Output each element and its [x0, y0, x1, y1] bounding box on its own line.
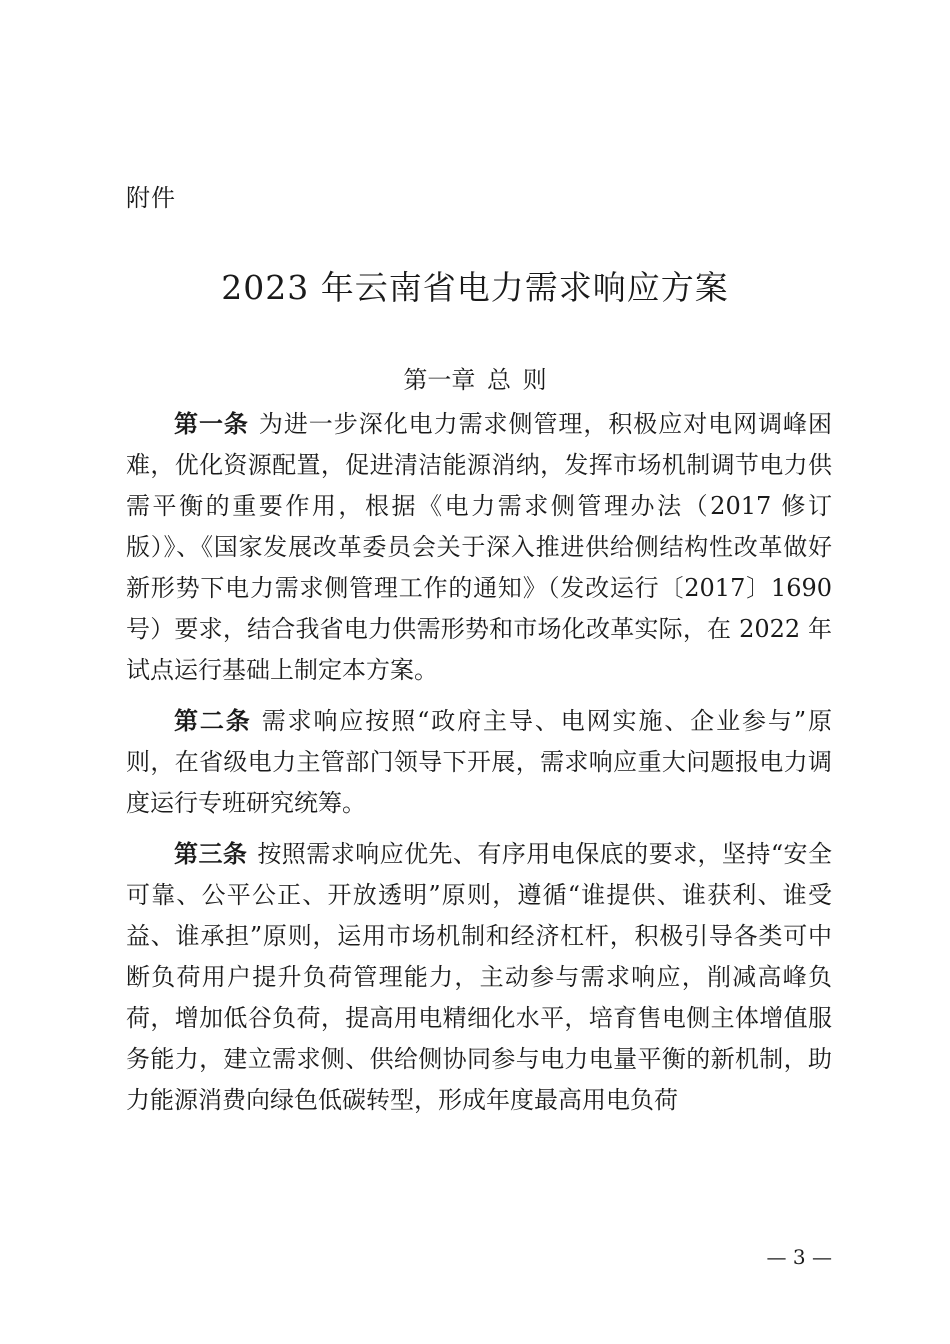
article-2 — [126, 701, 832, 824]
article-label: 第一条 — [174, 410, 249, 438]
article-text: 按照需求响应优先、有序用电保底的要求，坚持“安全可靠、公平公正、开放透明”原则，遵循“谁提供、谁获利、谁受益、谁承担”原则，运用市场机制和经济杠杆，积极引导各类可中断负荷用户提升负荷管理能力，主动参与需求响应，削减高峰负荷，增加低谷负荷，提高用电精细化水平，培育售电侧主体增值服务能力，建立需求侧、供给侧协同参与电力电量平衡的新机制，助力能源消费向绿色低碳转型，形成年度最高用电负荷 — [126, 840, 832, 1114]
article-label: 第三条 — [174, 840, 248, 868]
page-number: — 3 — — [766, 1245, 832, 1269]
article-1 — [126, 404, 832, 691]
article-3 — [126, 834, 832, 1121]
article-label: 第二条 — [174, 707, 252, 735]
attachment-label: 附件 — [126, 184, 176, 212]
article-text: 需求响应按照“政府主导、电网实施、企业参与”原则，在省级电力主管部门领导下开展，需求响应重大问题报电力调度运行专班研究统筹。 — [126, 707, 832, 817]
chapter-title: 第一章 总 则 — [403, 366, 547, 394]
document-body — [126, 404, 832, 1131]
article-text: 为进一步深化电力需求侧管理，积极应对电网调峰困难，优化资源配置，促进清洁能源消纳，发挥市场机制调节电力供需平衡的重要作用，根据《电力需求侧管理办法（2017 修订版）》、《国家发展改革委员会关于深入推进供给侧结构性改革做好新形势下电力需求侧管理工作的通知》（发改运行〔2017〕1690 号）要求，结合我省电力供需形势和市场化改革实际，在 2022 年试点运行基础上制定本方案。 — [126, 410, 833, 684]
document-title: 2023 年云南省电力需求响应方案 — [221, 268, 729, 307]
